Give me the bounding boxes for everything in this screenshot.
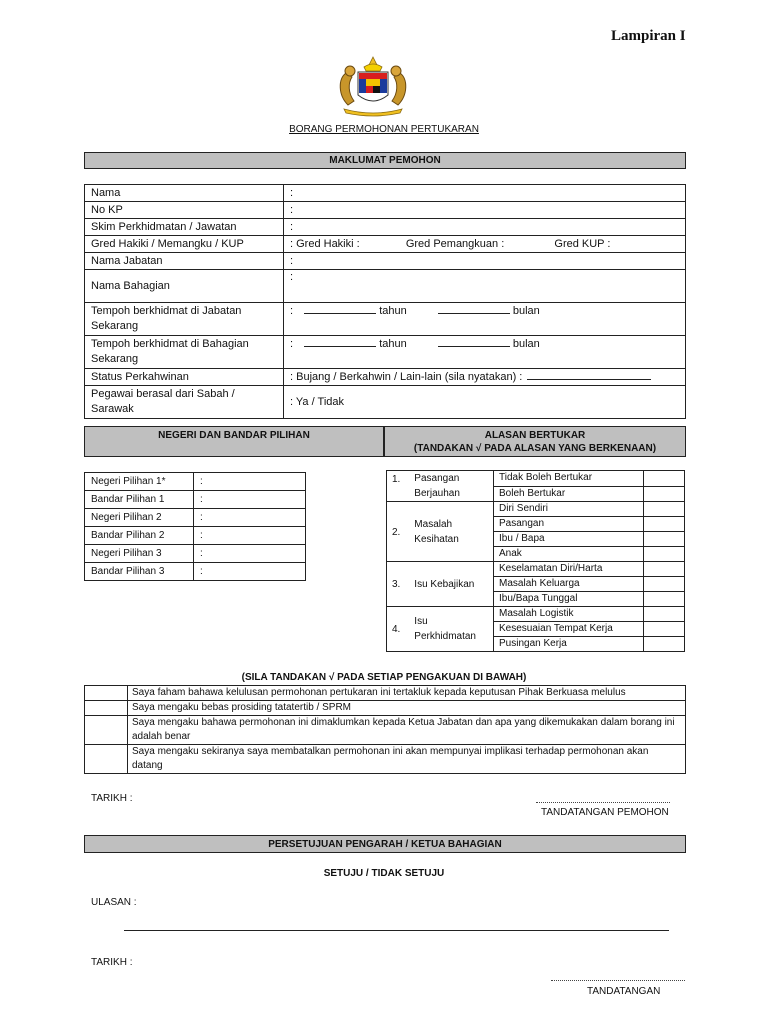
ack-text: Saya mengaku bahawa permohonan ini dimaklumkan kepada Ketua Jabatan dan apa yang dikemukakan dalam borang ini adalah benar xyxy=(128,716,686,745)
reason-number: 3. xyxy=(387,562,415,607)
choice-label: Bandar Pilihan 1 xyxy=(85,491,194,509)
label-nama-bahagian: Nama Bahagian xyxy=(85,270,284,303)
choice-label: Bandar Pilihan 3 xyxy=(85,563,194,581)
label-tempoh-bahagian: Tempoh berkhidmat di Bahagian Sekarang xyxy=(85,336,284,369)
field-tempoh-jabatan[interactable]: : tahun bulan xyxy=(284,303,686,336)
applicant-info-table xyxy=(84,184,686,419)
reason-checkbox[interactable] xyxy=(644,622,685,637)
reason-checkbox[interactable] xyxy=(644,547,685,562)
label-nama: Nama xyxy=(85,185,284,202)
ack-text: Saya mengaku sekiranya saya membatalkan permohonan ini akan mempunyai implikasi terhadap permohonan akan datang xyxy=(128,745,686,774)
coat-of-arms-icon xyxy=(334,55,412,117)
bulan-line xyxy=(438,304,510,314)
choice-label: Negeri Pilihan 1* xyxy=(85,473,194,491)
reason-checkbox[interactable] xyxy=(644,592,685,607)
field-status[interactable]: : Bujang / Berkahwin / Lain-lain (sila nyatakan) : xyxy=(284,369,686,386)
field-gred[interactable]: : Gred Hakiki : Gred Pemangkuan : Gred KUP : xyxy=(284,236,686,253)
section-choice-header: NEGERI DAN BANDAR PILIHAN xyxy=(84,426,384,457)
reason-option: Keselamatan Diri/Harta xyxy=(494,562,644,577)
field-nama[interactable]: : xyxy=(284,185,686,202)
applicant-signature-label: TANDATANGAN PEMOHON xyxy=(541,807,669,818)
bulan-line xyxy=(438,337,510,347)
field-nama-jabatan[interactable]: : xyxy=(284,253,686,270)
lampiran-label: Lampiran I xyxy=(611,28,686,44)
label-no-kp: No KP xyxy=(85,202,284,219)
reason-option: Ibu / Bapa xyxy=(494,532,644,547)
reason-checkbox[interactable] xyxy=(644,471,685,487)
choice-table xyxy=(84,472,306,581)
acknowledgement-table xyxy=(84,685,686,774)
label-sabah: Pegawai berasal dari Sabah / Sarawak xyxy=(85,386,284,419)
reason-checkbox[interactable] xyxy=(644,532,685,547)
reason-number: 1. xyxy=(387,471,415,502)
label-tempoh-jabatan: Tempoh berkhidmat di Jabatan Sekarang xyxy=(85,303,284,336)
ack-text: Saya faham bahawa kelulusan permohonan pertukaran ini tertakluk kepada keputusan Pihak Berkuasa melulus xyxy=(128,686,686,701)
field-sabah[interactable]: : Ya / Tidak xyxy=(284,386,686,419)
reason-option: Diri Sendiri xyxy=(494,502,644,517)
tahun-line xyxy=(304,304,376,314)
reason-option: Tidak Boleh Bertukar xyxy=(494,471,644,487)
field-skim[interactable]: : xyxy=(284,219,686,236)
approval-signature-line[interactable] xyxy=(551,980,685,981)
approval-decision[interactable]: SETUJU / TIDAK SETUJU xyxy=(323,868,445,879)
reason-category: Isu Kebajikan xyxy=(414,562,493,607)
reason-checkbox[interactable] xyxy=(644,577,685,592)
reason-option: Anak xyxy=(494,547,644,562)
choice-label: Bandar Pilihan 2 xyxy=(85,527,194,545)
reason-checkbox[interactable] xyxy=(644,517,685,532)
comment-label: ULASAN : xyxy=(91,897,137,908)
approval-header: PERSETUJUAN PENGARAH / KETUA BAHAGIAN xyxy=(84,835,686,853)
reason-checkbox[interactable] xyxy=(644,486,685,502)
acknowledgement-title: (SILA TANDAKAN √ PADA SETIAP PENGAKUAN DI BAWAH) xyxy=(241,672,527,683)
ack-text: Saya mengaku bebas prosiding tatatertib / SPRM xyxy=(128,701,686,716)
reason-checkbox[interactable] xyxy=(644,562,685,577)
approval-signature-label: TANDATANGAN xyxy=(587,986,661,997)
label-skim: Skim Perkhidmatan / Jawatan xyxy=(85,219,284,236)
reason-category: Isu Perkhidmatan xyxy=(414,607,493,652)
reason-table xyxy=(386,470,685,652)
label-gred: Gred Hakiki / Memangku / KUP xyxy=(85,236,284,253)
choice-label: Negeri Pilihan 2 xyxy=(85,509,194,527)
reason-option: Boleh Bertukar xyxy=(494,486,644,502)
choice-field[interactable]: : xyxy=(194,473,306,491)
reason-option: Masalah Logistik xyxy=(494,607,644,622)
label-nama-jabatan: Nama Jabatan xyxy=(85,253,284,270)
reason-option: Pasangan xyxy=(494,517,644,532)
ack-checkbox[interactable] xyxy=(85,701,128,716)
reason-option: Kesesuaian Tempat Kerja xyxy=(494,622,644,637)
ack-checkbox[interactable] xyxy=(85,745,128,774)
choice-field[interactable]: : xyxy=(194,509,306,527)
field-nama-bahagian[interactable]: : xyxy=(284,270,686,303)
tahun-line xyxy=(304,337,376,347)
reason-number: 4. xyxy=(387,607,415,652)
choice-field[interactable]: : xyxy=(194,491,306,509)
field-no-kp[interactable]: : xyxy=(284,202,686,219)
field-tempoh-bahagian[interactable]: : tahun bulan xyxy=(284,336,686,369)
reason-checkbox[interactable] xyxy=(644,502,685,517)
approval-date-label: TARIKH : xyxy=(91,957,133,968)
reason-option: Pusingan Kerja xyxy=(494,637,644,652)
form-title: BORANG PERMOHONAN PERTUKARAN xyxy=(289,124,479,135)
ack-checkbox[interactable] xyxy=(85,686,128,701)
choice-field[interactable]: : xyxy=(194,563,306,581)
reason-checkbox[interactable] xyxy=(644,637,685,652)
reason-option: Ibu/Bapa Tunggal xyxy=(494,592,644,607)
comment-line[interactable] xyxy=(124,930,669,931)
choice-field[interactable]: : xyxy=(194,545,306,563)
status-line xyxy=(527,370,651,380)
reason-option: Masalah Keluarga xyxy=(494,577,644,592)
ack-checkbox[interactable] xyxy=(85,716,128,745)
reason-number: 2. xyxy=(387,502,415,562)
reason-category: Pasangan Berjauhan xyxy=(414,471,493,502)
section-reason-header: ALASAN BERTUKAR (TANDAKAN √ PADA ALASAN YANG BERKENAAN) xyxy=(384,426,686,457)
label-status: Status Perkahwinan xyxy=(85,369,284,386)
choice-field[interactable]: : xyxy=(194,527,306,545)
section-applicant-header: MAKLUMAT PEMOHON xyxy=(84,152,686,169)
applicant-signature-line[interactable] xyxy=(536,802,670,803)
applicant-date-label: TARIKH : xyxy=(91,793,133,804)
reason-category: Masalah Kesihatan xyxy=(414,502,493,562)
reason-checkbox[interactable] xyxy=(644,607,685,622)
choice-label: Negeri Pilihan 3 xyxy=(85,545,194,563)
